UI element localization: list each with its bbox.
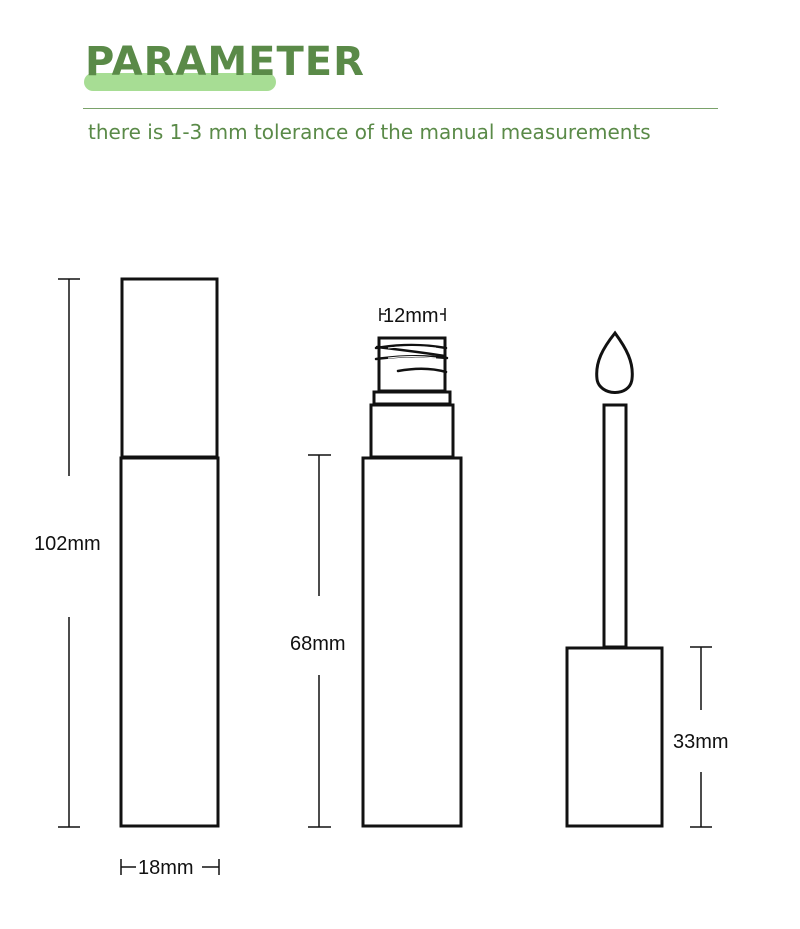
applicator-wand: [604, 405, 626, 647]
open-bottle: [363, 338, 461, 826]
applicator-cap: [567, 648, 662, 826]
height-label: 102mm: [34, 533, 101, 555]
width-label: 18mm: [138, 857, 194, 879]
page-title: PARAMETER: [85, 39, 365, 85]
neck-collar: [374, 392, 450, 404]
closed-tube-body: [121, 458, 218, 826]
bottle-height-label: 68mm: [290, 633, 346, 655]
doe-foot-tip: [597, 333, 633, 393]
closed-tube: [121, 279, 218, 826]
closed-tube-cap: [122, 279, 217, 457]
tolerance-note: there is 1-3 mm tolerance of the manual measurements: [88, 120, 651, 144]
bottle-body: [363, 458, 461, 826]
applicator: [567, 333, 662, 826]
bottle-shoulder: [371, 405, 453, 457]
cap-height-label: 33mm: [673, 731, 729, 753]
neck-threads: [376, 345, 447, 372]
neck-width-label: 12mm: [383, 305, 439, 327]
